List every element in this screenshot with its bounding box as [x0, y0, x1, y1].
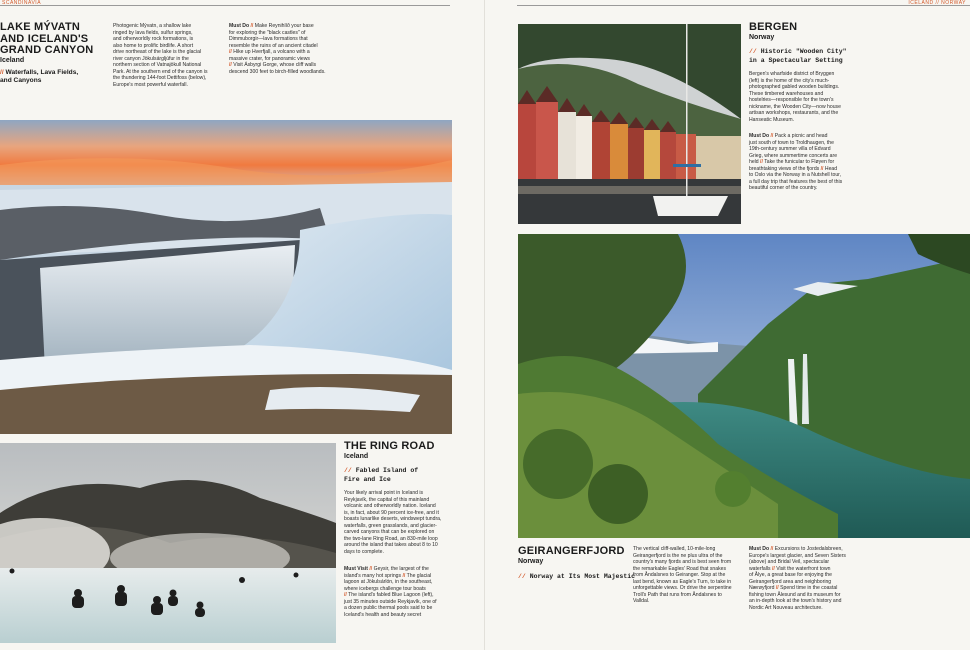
body-line: the thundering 144-foot Dettifoss (below), [113, 75, 207, 81]
body-line: also home to prolific birdlife. A short [113, 42, 194, 49]
mustdo-line: Nordic Art Nouveau architecture. [749, 604, 823, 611]
ringroad-subtitle [344, 466, 418, 484]
geiranger-country: Norway [518, 558, 544, 565]
body-line: Bergen's wharfside district of Bryggen [749, 71, 835, 77]
mustdo-line: Nærøyfjord // Spend time in the coastal [749, 585, 838, 591]
bergen-country: Norway [749, 34, 775, 41]
mustdo-line: massive crater, for panoramic views [229, 55, 310, 62]
myvatn-subtitle [0, 69, 78, 85]
mustdo-line: held // Take the funicular to Fløyen for [749, 159, 835, 165]
body-line: (left) is the home of the city's much- [749, 77, 830, 84]
mustdo-line: Europe's largest glacier, and Seven Sisters [749, 552, 846, 559]
body-line: Geirangerfjord is the ne plus ultra of the [633, 552, 723, 559]
body-line: volcanic and otherworldly nation. Iceland [344, 503, 436, 509]
running-header: ICELAND // NORWAY [908, 0, 966, 6]
body-line: the two-lane Ring Road, an 830-mile loop [344, 535, 438, 542]
myvatn-country: Iceland [0, 57, 25, 64]
ringroad-mustvisit [344, 566, 459, 618]
mustdo-line: (above) and Bridal Veil, spectacular [749, 559, 830, 565]
subtitle-slash: // [344, 467, 352, 474]
mustdo-line: 19th-century summer villa of Edvard [749, 146, 831, 152]
mustdo-line: // Excursions to Jostedalsbreen, [770, 546, 843, 552]
body-line: Your likely arrival point in Iceland is [344, 490, 424, 496]
mustdo-line: an in-depth look at the town's history and [749, 598, 842, 604]
mustvisit-label: Must Visit [344, 566, 368, 572]
mustvisit-line: a dozen public thermal pools said to be [344, 605, 433, 611]
subtitle-line: and Canyons [0, 77, 42, 84]
subtitle-slash: // [0, 69, 4, 76]
mustdo-line: a full day trip that features the best of this [749, 178, 843, 185]
title-line: LAKE MÝVATN [0, 21, 81, 33]
body-line: The vertical cliff-walled, 10-mile-long [633, 546, 716, 552]
title-line: AND ICELAND'S [0, 32, 89, 45]
mustvisit-line: island's many hot springs // The glacial [344, 572, 432, 579]
bergen-subtitle [749, 47, 847, 65]
myvatn-body [113, 23, 223, 88]
mustdo-line: for exploring the "black castles" of [229, 29, 306, 36]
geiranger-title: GEIRANGERFJORD [518, 545, 625, 557]
mustdo-label: Must Do [749, 546, 770, 552]
right-page [485, 0, 970, 650]
geiranger-subtitle [518, 572, 635, 581]
bergen-body [749, 71, 867, 123]
geiranger-mustdo [749, 546, 867, 611]
body-line: hostelries—responsible for the town's [749, 97, 834, 103]
body-line: photographed gabled wooden buildings. [749, 84, 840, 90]
body-line: days to complete. [344, 548, 384, 555]
subtitle-line: Historic "Wooden City" [760, 48, 847, 55]
bergen-title: BERGEN [749, 21, 798, 33]
mustdo-line: beautiful corner of the country. [749, 185, 818, 191]
body-line: boasts lunarlike deserts, windswept tundra, [344, 516, 442, 522]
top-rule [517, 5, 970, 6]
mustdo-line: just south of town to Troldhaugen, the [749, 139, 834, 146]
body-line: These timbered warehouses and [749, 90, 824, 97]
mustdo-line: to Oslo via the Norway in a Nutshell tour, [749, 172, 842, 178]
body-line: Valldal. [633, 598, 650, 604]
running-header: SCANDINAVIA [2, 0, 42, 6]
subtitle-line: in a Spectacular Setting [749, 57, 843, 64]
ringroad-body [344, 490, 459, 555]
mustvisit-line: // The island's fabled Blue Lagoon (left), [344, 592, 434, 598]
body-line: river canyon Jökulsárgljúfur in the [113, 55, 189, 62]
mustdo-line: fishing town Ålesund and its museum for [749, 591, 841, 598]
myvatn-mustdo [229, 23, 349, 75]
mustdo-line: waterfalls // Visit the waterfront town [749, 565, 831, 572]
blue-lagoon-photo [0, 443, 336, 643]
body-line: country's many fjords and is best seen from [633, 559, 732, 565]
mustvisit-line: just 35 minutes outside Reykjavík, one of [344, 598, 437, 605]
body-line: Hanseatic Museum. [749, 116, 795, 123]
mustdo-line: // Hike up Hverfjall, a volcano with a [229, 49, 310, 55]
myvatn-title [0, 22, 110, 57]
mustdo-label: Must Do [229, 23, 250, 29]
mustdo-line: Dimmuborgir—lava formations that [229, 36, 308, 42]
dettifoss-waterfall-photo [0, 120, 452, 434]
body-line: the remarkable Eagles' Road that snakes [633, 565, 726, 572]
ringroad-country: Iceland [344, 453, 369, 460]
mustdo-line: // Make Reynihlíð your base [250, 23, 314, 29]
body-line: around the island that takes about 8 to 10 [344, 542, 438, 548]
mustdo-line: // Visit Ásbyrgi Gorge, whose cliff walls [229, 62, 317, 68]
mustvisit-line: Iceland's health and beauty secret [344, 611, 422, 618]
body-line: Reykjavík, the capital of this mainland [344, 496, 430, 503]
mustdo-line: breathtaking views of the fjords // Head [749, 165, 838, 172]
body-line: northern section of Vatnajökull National [113, 62, 202, 68]
title-line: GRAND CANYON [0, 44, 94, 56]
subtitle-line: Fabled Island of [355, 467, 419, 474]
body-line: unforgettable views. Or drive the serpentine [633, 585, 732, 591]
body-line: drive northeast of the lake is the glacial [113, 49, 202, 55]
body-line: carved canyons that can be explored on [344, 529, 435, 535]
mustvisit-line: // Geysir, the largest of the [369, 566, 429, 572]
body-line: and otherworldly rock formations, is [113, 36, 194, 42]
mustdo-line: Geirangerfjord area and neighboring [749, 578, 832, 585]
body-line: Troll's Path that runs from Åndalsnes to [633, 591, 722, 598]
bergen-bryggen-photo [518, 24, 741, 224]
body-line: is, in fact, about 90 percent ice-free, and it [344, 509, 439, 516]
subtitle-slash: // [518, 573, 526, 580]
body-line: ringed by lava fields, sulfur springs, [113, 29, 193, 36]
mustdo-line: resemble the ruins of an ancient citadel [229, 42, 318, 49]
body-line: waterfalls, green grasslands, and glacier- [344, 522, 437, 529]
mustdo-label: Must Do [749, 133, 770, 139]
subtitle-line: Waterfalls, Lava Fields, [5, 69, 79, 76]
top-rule [0, 5, 450, 6]
body-line: last bend, known as Eagle's Turn, to take in [633, 578, 732, 585]
bergen-mustdo [749, 133, 867, 192]
ringroad-title: THE RING ROAD [344, 440, 435, 452]
geirangerfjord-photo [518, 234, 970, 538]
subtitle-line: Norway at Its Most Majestic [529, 573, 636, 580]
subtitle-slash: // [749, 48, 757, 55]
subtitle-line: Fire and Ice [344, 476, 391, 483]
body-line: Park. At the southern end of the canyon is [113, 68, 208, 75]
body-line: Europe's most powerful waterfall. [113, 81, 188, 88]
mustdo-line: Grieg, where summertime concerts are [749, 152, 838, 159]
body-line: artisan workshops, restaurants, and the [749, 110, 839, 116]
body-line: Photogenic Mývatn, a shallow lake [113, 23, 192, 29]
geiranger-body [633, 546, 751, 605]
body-line: nickname, the Wooden City—now house [749, 103, 841, 110]
mustdo-line: descend 300 feet to birch-filled woodlands. [229, 68, 326, 75]
mustdo-line: // Pack a picnic and head [770, 133, 828, 139]
mustvisit-line: where icebergs challenge tour boats [344, 585, 426, 592]
mustdo-line: of Ålye, a great base for enjoying the [749, 572, 832, 578]
body-line: from Åndalsnes to Geiranger. Stop at the [633, 572, 726, 578]
mustvisit-line: lagoon at Jökulsárlón, in the southeast, [344, 579, 433, 585]
